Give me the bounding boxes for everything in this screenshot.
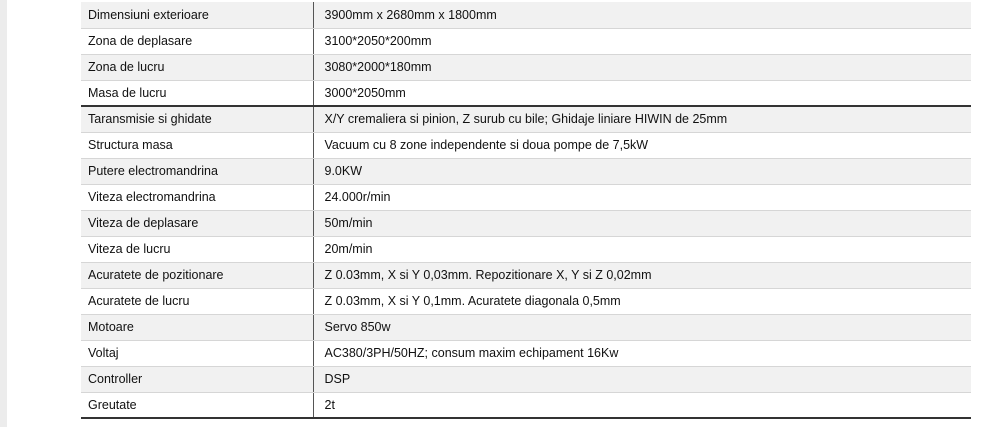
spec-label: Viteza electromandrina bbox=[81, 184, 313, 210]
spec-value: Vacuum cu 8 zone independente si doua pompe de 7,5kW bbox=[313, 132, 971, 158]
spec-row-transmisie-si-ghidaje bbox=[81, 106, 971, 132]
spec-value: 9.0KW bbox=[313, 158, 971, 184]
spec-row-zona-de-deplasare bbox=[81, 28, 971, 54]
spec-value: 3080*2000*180mm bbox=[313, 54, 971, 80]
spec-value: 24.000r/min bbox=[313, 184, 971, 210]
spec-label: Dimensiuni exterioare bbox=[81, 2, 313, 28]
spec-row-viteza-de-lucru bbox=[81, 236, 971, 262]
spec-row-structura-masa bbox=[81, 132, 971, 158]
spec-label: Controller bbox=[81, 366, 313, 392]
spec-row-masa-de-lucru bbox=[81, 80, 971, 106]
spec-row-acuratete-de-lucru bbox=[81, 288, 971, 314]
spec-value: 3900mm x 2680mm x 1800mm bbox=[313, 2, 971, 28]
spec-value: 3000*2050mm bbox=[313, 80, 971, 106]
spec-value: X/Y cremaliera si pinion, Z surub cu bile; Ghidaje liniare HIWIN de 25mm bbox=[313, 106, 971, 132]
spec-row-putere-electromandrina bbox=[81, 158, 971, 184]
spec-label: Greutate bbox=[81, 392, 313, 418]
spec-label: Voltaj bbox=[81, 340, 313, 366]
spec-label: Zona de deplasare bbox=[81, 28, 313, 54]
spec-label: Zona de lucru bbox=[81, 54, 313, 80]
spec-value: AC380/3PH/50HZ; consum maxim echipament 16Kw bbox=[313, 340, 971, 366]
spec-value: DSP bbox=[313, 366, 971, 392]
spec-row-zona-de-lucru bbox=[81, 54, 971, 80]
spec-value: 2t bbox=[313, 392, 971, 418]
spec-value: 20m/min bbox=[313, 236, 971, 262]
spec-label: Acuratete de lucru bbox=[81, 288, 313, 314]
spec-row-voltaj bbox=[81, 340, 971, 366]
spec-row-viteza-electromandrina bbox=[81, 184, 971, 210]
spec-label: Taransmisie si ghidate bbox=[81, 106, 313, 132]
spec-row-dimensiuni-exterioare bbox=[81, 2, 971, 28]
spec-value: 3100*2050*200mm bbox=[313, 28, 971, 54]
spec-label: Structura masa bbox=[81, 132, 313, 158]
spec-row-acuratete-de-pozitionare bbox=[81, 262, 971, 288]
specifications-table bbox=[81, 2, 971, 419]
spec-label: Masa de lucru bbox=[81, 80, 313, 106]
specifications-body bbox=[81, 2, 971, 418]
spec-label: Motoare bbox=[81, 314, 313, 340]
spec-row-motoare bbox=[81, 314, 971, 340]
spec-row-greutate bbox=[81, 392, 971, 418]
spec-value: Servo 850w bbox=[313, 314, 971, 340]
spec-row-viteza-de-deplasare bbox=[81, 210, 971, 236]
spec-label: Putere electromandrina bbox=[81, 158, 313, 184]
spec-value: Z 0.03mm, X si Y 0,1mm. Acuratete diagonala 0,5mm bbox=[313, 288, 971, 314]
spec-value: 50m/min bbox=[313, 210, 971, 236]
spec-label: Acuratete de pozitionare bbox=[81, 262, 313, 288]
spec-label: Viteza de lucru bbox=[81, 236, 313, 262]
spec-label: Viteza de deplasare bbox=[81, 210, 313, 236]
spec-value: Z 0.03mm, X si Y 0,03mm. Repozitionare X, Y si Z 0,02mm bbox=[313, 262, 971, 288]
spec-row-controller bbox=[81, 366, 971, 392]
left-margin-strip bbox=[0, 0, 7, 427]
